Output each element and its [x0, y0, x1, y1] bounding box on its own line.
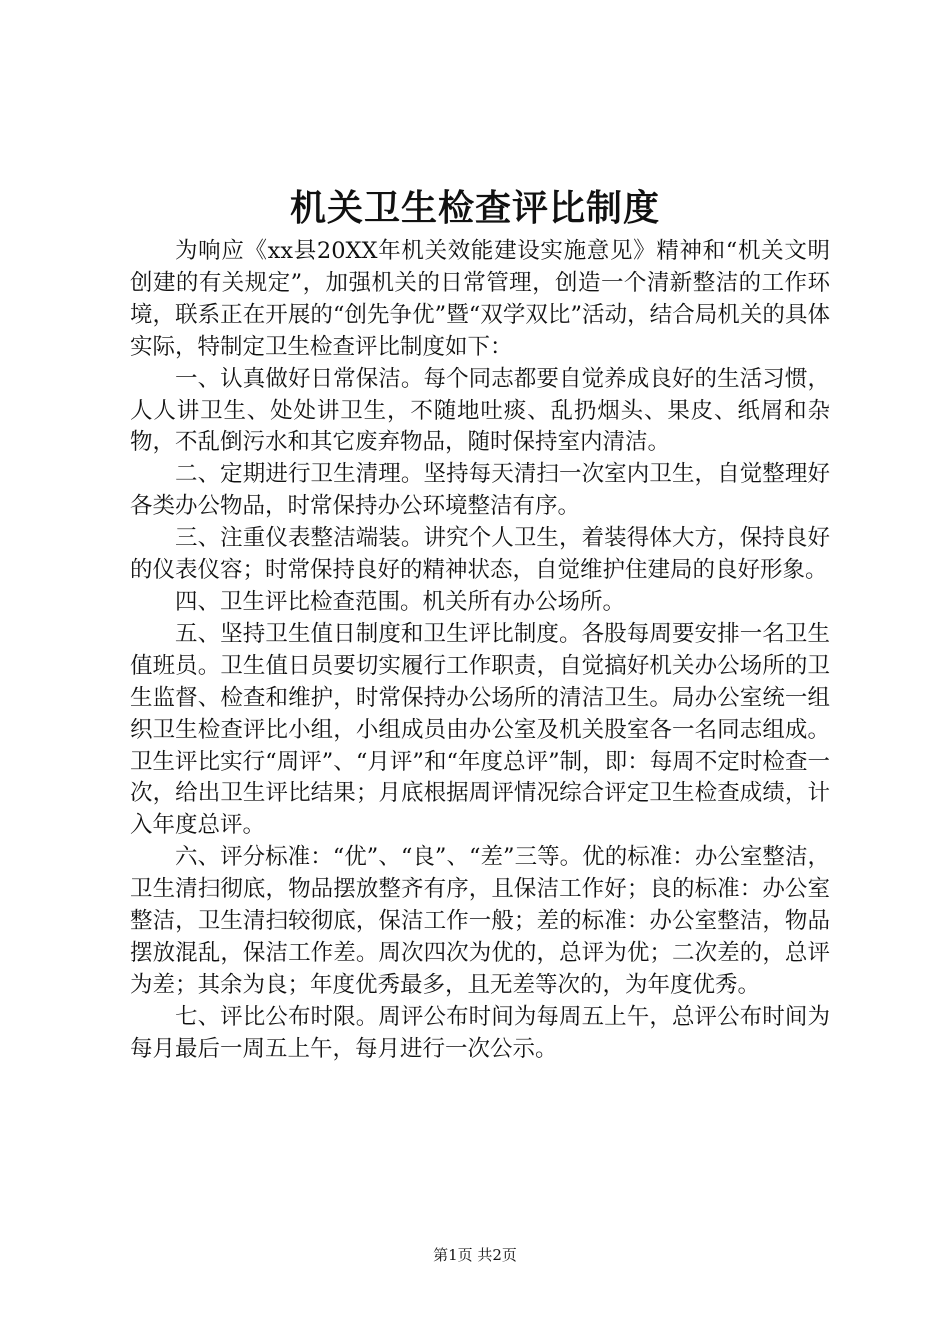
paragraph-intro: 为响应《xx县20XX年机关效能建设实施意见》精神和“机关文明创建的有关规定”，加强机关的日常管理，创造一个清新整洁的工作环境，联系正在开展的“创先争优”暨“双学双比”活动，结合局机关的具体实际，特制定卫生检查评比制度如下： — [130, 238, 830, 360]
paragraph-item-6: 六、评分标准：“优”、“良”、“差”三等。优的标准：办公室整洁，卫生清扫彻底，物品摆放整齐有序，且保洁工作好；良的标准：办公室整洁，卫生清扫较彻底，保洁工作一般；差的标准：办公室整洁，物品摆放混乱，保洁工作差。周次四次为优的，总评为优；二次差的，总评为差；其余为良；年度优秀最多，且无差等次的，为年度优秀。 — [130, 844, 830, 998]
paragraph-item-5: 五、坚持卫生值日制度和卫生评比制度。各股每周要安排一名卫生值班员。卫生值日员要切实履行工作职责，自觉搞好机关办公场所的卫生监督、检查和维护，时常保持办公场所的清洁卫生。局办公室统一组织卫生检查评比小组，小组成员由办公室及机关股室各一名同志组成。卫生评比实行“周评”、“月评”和“年度总评”制，即：每周不定时检查一次，给出卫生评比结果；月底根据周评情况综合评定卫生检查成绩，计入年度总评。 — [130, 620, 830, 839]
document-body — [130, 236, 830, 1066]
paragraph-item-2: 二、定期进行卫生清理。坚持每天清扫一次室内卫生，自觉整理好各类办公物品，时常保持办公环境整洁有序。 — [130, 461, 830, 520]
page-number-footer: 第1页 共2页 — [433, 1246, 517, 1264]
paragraph-item-3: 三、注重仪表整洁端装。讲究个人卫生，着装得体大方，保持良好的仪表仪容；时常保持良好的精神状态，自觉维护住建局的良好形象。 — [130, 525, 830, 584]
paragraph-item-4: 四、卫生评比检查范围。机关所有办公场所。 — [175, 588, 626, 615]
paragraph-item-7: 七、评比公布时限。周评公布时间为每周五上午，总评公布时间为每月最后一周五上午，每月进行一次公示。 — [130, 1003, 830, 1062]
document-title: 机关卫生检查评比制度 — [289, 187, 660, 229]
paragraph-item-1: 一、认真做好日常保洁。每个同志都要自觉养成良好的生活习惯，人人讲卫生、处处讲卫生，不随地吐痰、乱扔烟头、果皮、纸屑和杂物，不乱倒污水和其它废弃物品，随时保持室内清洁。 — [130, 365, 830, 456]
